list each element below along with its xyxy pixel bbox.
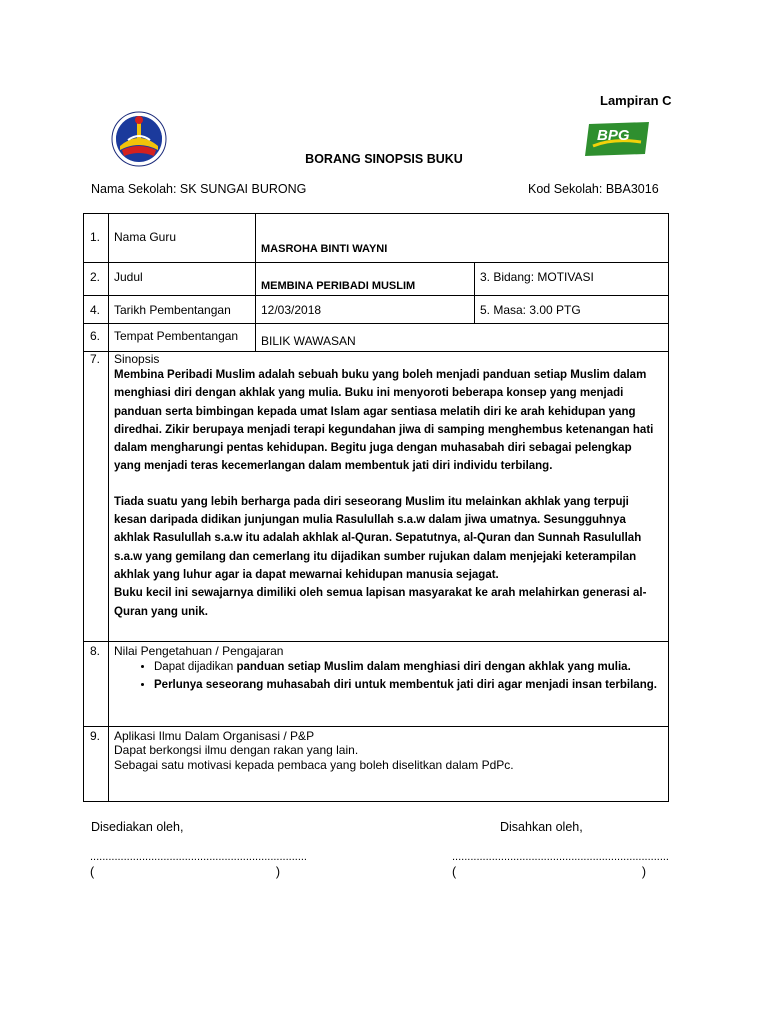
table-row	[84, 214, 669, 263]
category-field: 3. Bidang: MOTIVASI	[475, 263, 669, 296]
table-row	[84, 352, 669, 642]
synopsis-paragraph-3: Buku kecil ini sewajarnya dimiliki oleh semua lapisan masyarakat ke arah melahirkan generasi al-Quran yang unik.	[114, 587, 647, 618]
row-label: Tarikh Pembentangan	[109, 296, 256, 324]
school-code: Kod Sekolah: BBA3016	[528, 182, 659, 196]
signature-line-left: .......................................................................	[90, 851, 307, 863]
row-label: Nama Guru	[109, 214, 256, 263]
page-title: BORANG SINOPSIS BUKU	[305, 152, 463, 166]
table-row	[84, 263, 669, 296]
row-number: 1.	[84, 214, 109, 263]
synopsis-paragraph-1: Membina Peribadi Muslim adalah sebuah buku yang boleh menjadi panduan setiap Muslim dalam menghiasi diri dengan akhlak yang mulia. Buku ini menyoroti beberapa konsep yang menjadi panduan serta bimbingan kepada umat Islam agar sentiasa melatih diri ke arah kehidupan yang diredhai. Zikir berupaya menjadi terapi kegundahan jiwa di samping menghembus ketenangan hati dalam mengharungi pentas kehidupan. Begitu juga dengan muhasabah diri sebagai pelengkap yang menjadi teras kecemerlangan dalam membentuk jati diri individu terbilang.	[114, 369, 654, 473]
row-label: Tempat Pembentangan	[109, 324, 256, 352]
school-name: Nama Sekolah: SK SUNGAI BURONG	[91, 182, 307, 196]
row-number: 4.	[84, 296, 109, 324]
name-bracket-right: ( )	[452, 865, 646, 879]
application-line-1: Dapat berkongsi ilmu dengan rakan yang lain.	[114, 743, 359, 757]
row-number: 2.	[84, 263, 109, 296]
synopsis-form-table	[83, 213, 669, 802]
list-item: • Dapat dijadikan panduan setiap Muslim dalam menghiasi diri dengan akhlak yang mulia.	[154, 658, 660, 676]
signature-line-right: .......................................................................	[452, 851, 669, 863]
prepared-by-label: Disediakan oleh,	[91, 820, 184, 834]
row-number: 9.	[84, 727, 109, 802]
row-label: Judul	[109, 263, 256, 296]
table-row	[84, 324, 669, 352]
row-number: 7.	[84, 352, 109, 642]
row-number: 8.	[84, 642, 109, 727]
values-cell	[109, 642, 669, 727]
lampiran-label: Lampiran C	[600, 93, 672, 108]
row-label: Sinopsis	[114, 352, 160, 366]
name-bracket-left: ( )	[90, 865, 280, 879]
time-field: 5. Masa: 3.00 PTG	[475, 296, 669, 324]
synopsis-cell	[109, 352, 669, 642]
row-label: Aplikasi Ilmu Dalam Organisasi / P&P	[114, 729, 315, 743]
table-row	[84, 642, 669, 727]
book-title: MEMBINA PERIBADI MUSLIM	[256, 263, 475, 296]
table-row	[84, 727, 669, 802]
row-number: 6.	[84, 324, 109, 352]
application-line-2: Sebagai satu motivasi kepada pembaca yang boleh diselitkan dalam PdPc.	[114, 758, 514, 772]
row-label: Nilai Pengetahuan / Pengajaran	[114, 644, 284, 658]
application-cell	[109, 727, 669, 802]
svg-text:BPG: BPG	[597, 127, 630, 144]
presentation-date: 12/03/2018	[256, 296, 475, 324]
synopsis-paragraph-2: Tiada suatu yang lebih berharga pada diri seseorang Muslim itu melainkan akhlak yang terpuji kesan daripada didikan junjungan mulia Rasulullah s.a.w dalam jiwa umatnya. Sesungguhnya akhlak Rasulullah s.a.w itu adalah akhlak al-Quran. Sepatutnya, al-Quran dan Sunnah Rasulullah s.a.w yang gemilang dan cemerlang itu dijadikan sumber rujukan dalam menjejaki keterampilan akhlak yang luhur agar ia dapat mewarnai kehidupan manusia sejagat.	[114, 495, 642, 581]
presentation-venue: BILIK WAWASAN	[256, 324, 669, 352]
approved-by-label: Disahkan oleh,	[500, 820, 583, 834]
teacher-name: MASROHA BINTI WAYNI	[256, 214, 669, 263]
list-item: • Perlunya seseorang muhasabah diri untuk membentuk jati diri agar menjadi insan terbilang.	[154, 676, 660, 694]
table-row	[84, 296, 669, 324]
